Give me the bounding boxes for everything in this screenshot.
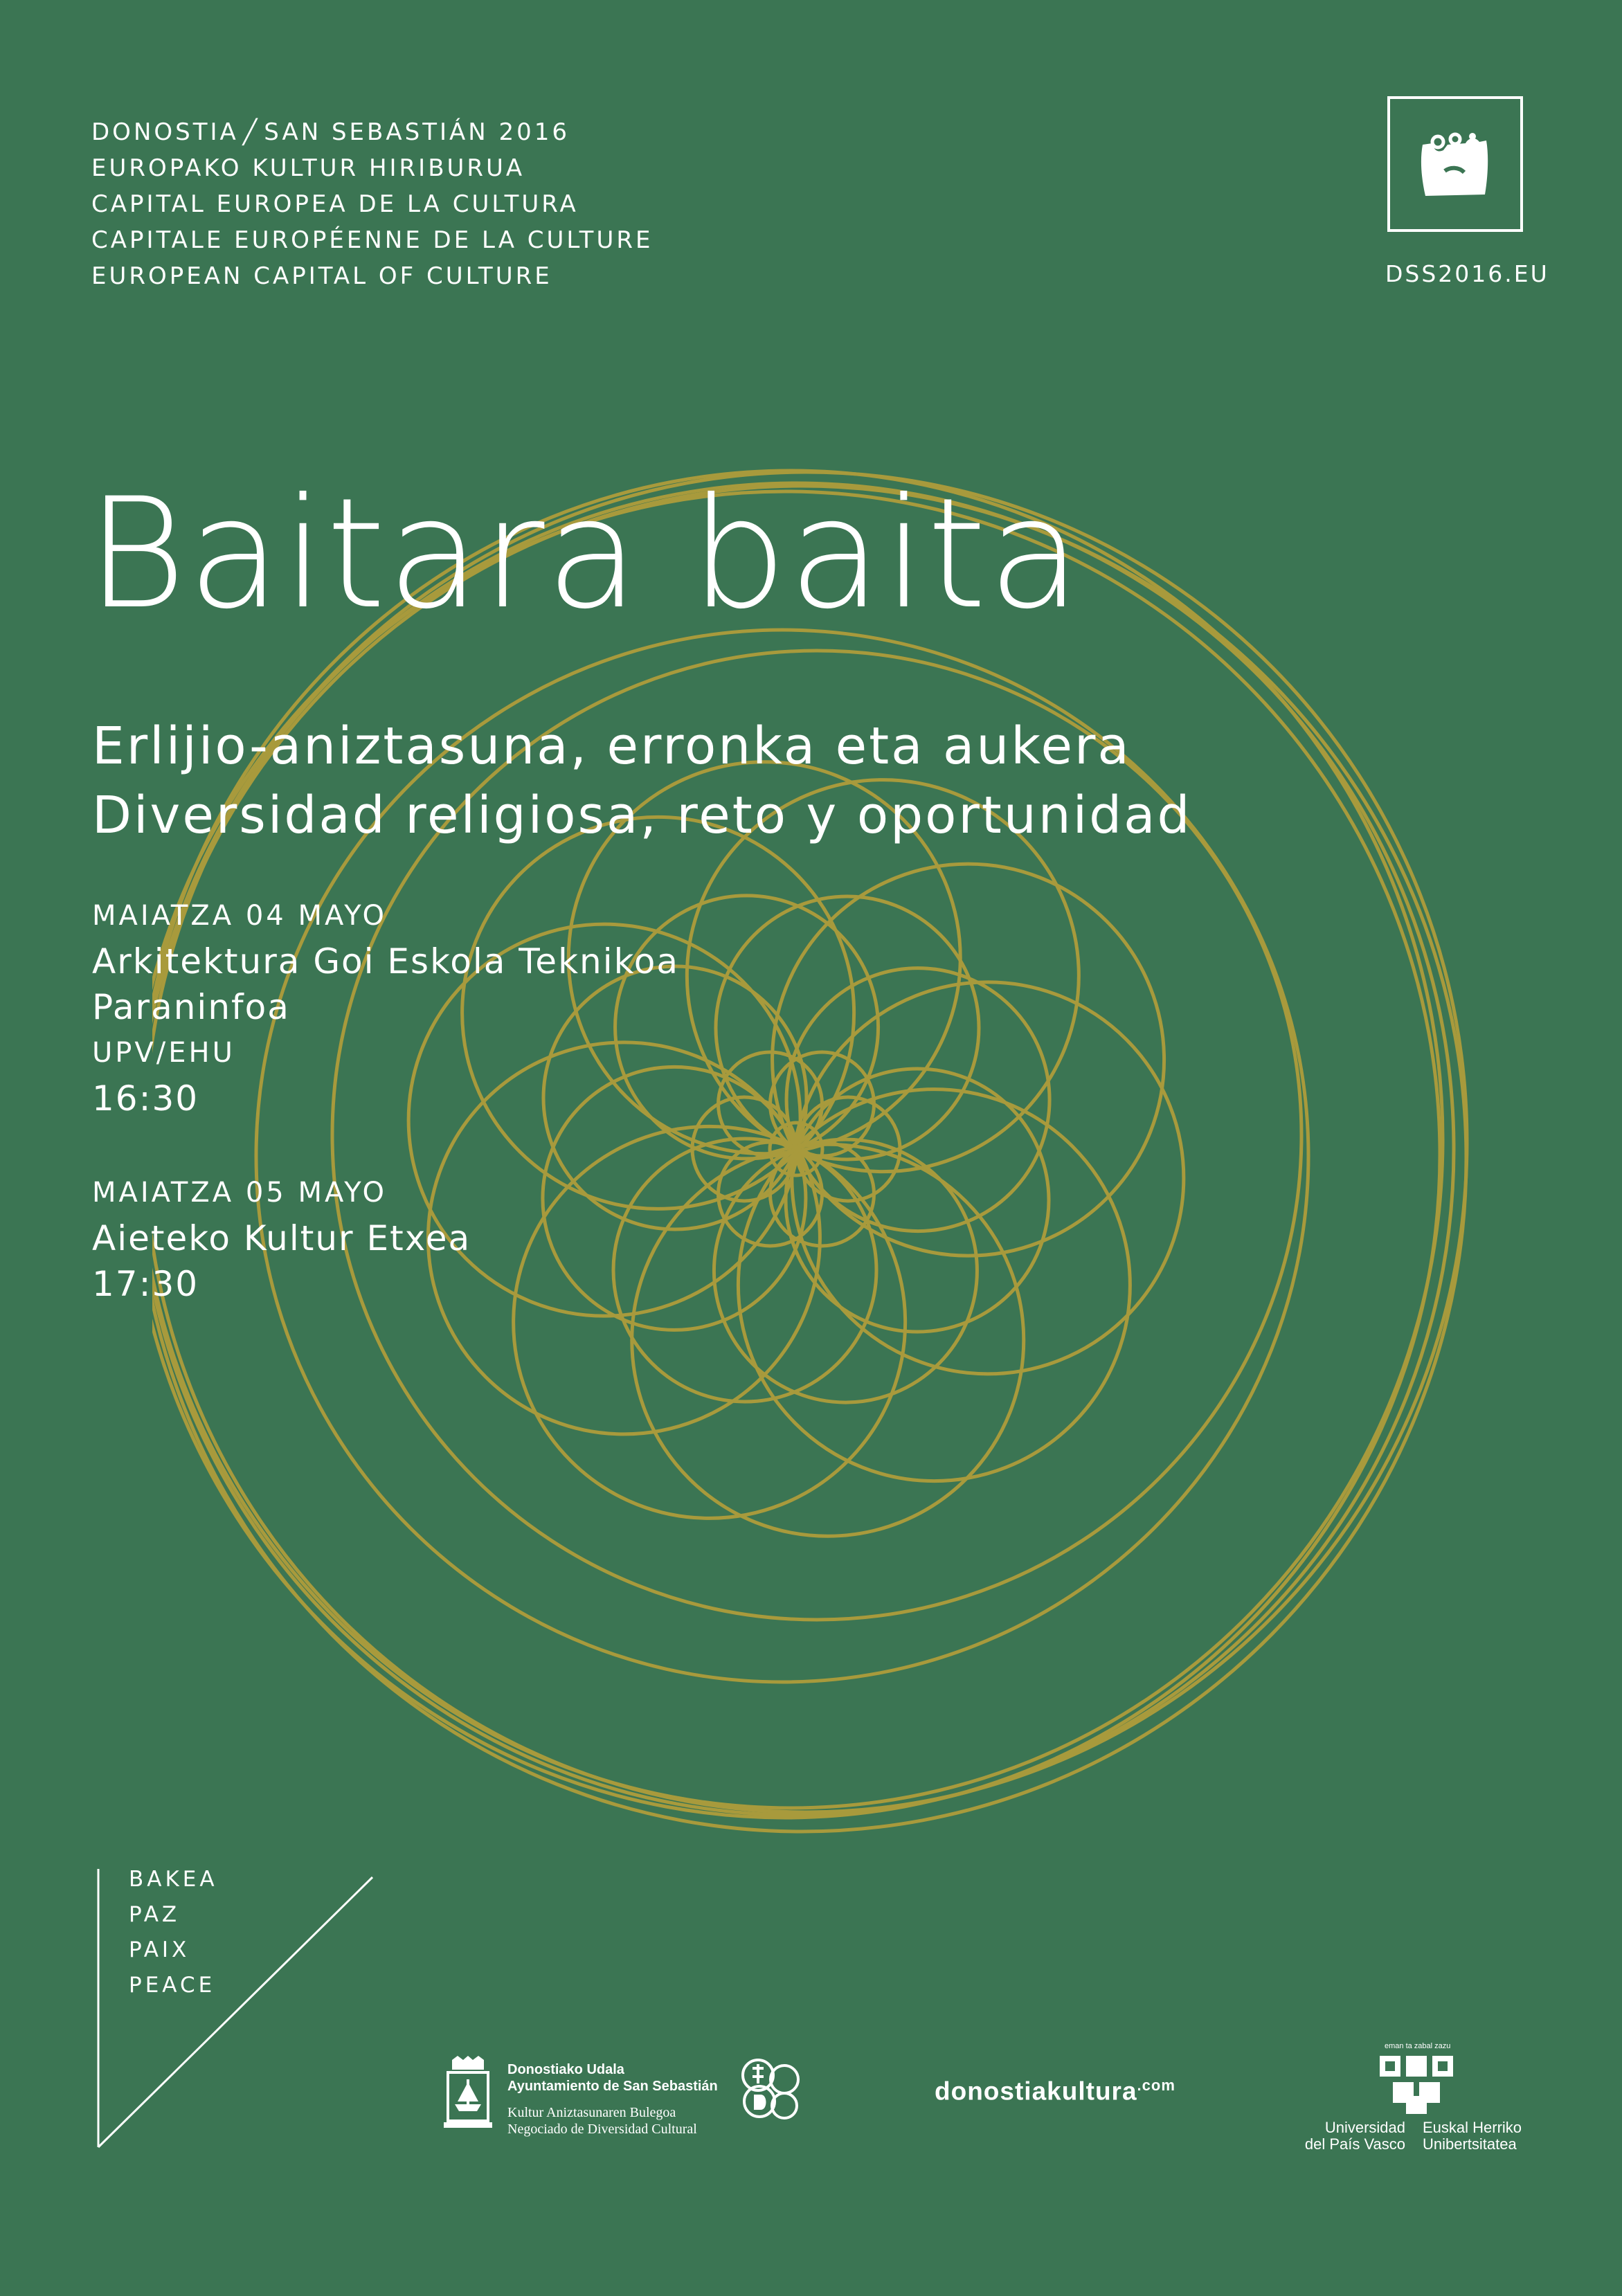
- upv-name-es: [1295, 2119, 1405, 2153]
- ayuntamiento-name-es: Ayuntamiento de San Sebastián: [507, 2079, 718, 2094]
- upv-name-eu-1: Euskal Herriko: [1423, 2119, 1522, 2136]
- event-venue: Arkitektura Goi Eskola Teknikoa: [92, 941, 680, 982]
- peace-word-en: PEACE: [129, 1973, 216, 1998]
- header-line-1: [91, 114, 653, 150]
- upv-motto: eman ta zabal zazu: [1385, 2042, 1451, 2050]
- donostiakultura-domain: .com: [1137, 2077, 1175, 2094]
- event-time: 16:30: [92, 1078, 199, 1119]
- upv-name-eu: [1423, 2119, 1540, 2153]
- rosette-inner-ring: [786, 968, 1049, 1231]
- city-crest-icon: [444, 2056, 492, 2128]
- header-city-eu: DONOSTIA: [91, 118, 239, 146]
- event-hall: Paraninfoa: [92, 987, 290, 1027]
- event-date: MAIATZA 04 MAYO: [92, 900, 387, 932]
- peace-words: [129, 1862, 218, 2003]
- event-day-2: [92, 1170, 471, 1307]
- donostiakultura-text: donostiakultura: [935, 2077, 1137, 2106]
- diversity-office-icon: [737, 2056, 804, 2122]
- header-line-4: CAPITALE EUROPÉENNE DE LA CULTURE: [91, 226, 654, 254]
- rosette-graphic: [152, 457, 1509, 1838]
- subtitle-es: Diversidad religiosa, reto y oportunidad: [92, 786, 1192, 845]
- event-day-1: [92, 893, 679, 1121]
- rosette-inner-ring: [716, 896, 979, 1159]
- dss-logo-icon: [1417, 129, 1493, 199]
- office-name-es: Negociado de Diversidad Cultural: [507, 2122, 697, 2137]
- header-block: [91, 114, 653, 294]
- office-name-eu: Kultur Aniztasunaren Bulegoa: [507, 2105, 676, 2120]
- peace-word-es: PAZ: [129, 1902, 181, 1927]
- peace-word-eu: BAKEA: [129, 1867, 218, 1892]
- upv-name-es-2: del País Vasco: [1304, 2135, 1405, 2153]
- event-date: MAIATZA 05 MAYO: [92, 1177, 387, 1209]
- upv-name-es-1: Universidad: [1324, 2119, 1405, 2136]
- ayuntamiento-text: [507, 2056, 718, 2137]
- header-line-3: CAPITAL EUROPEA DE LA CULTURA: [91, 190, 579, 218]
- site-url[interactable]: DSS2016.EU: [1385, 260, 1549, 287]
- rosette-inner-ring: [714, 1139, 977, 1402]
- subtitle-eu: Erlijio-aniztasuna, erronka eta aukera: [92, 716, 1131, 776]
- event-subtitle: [92, 712, 1191, 850]
- header-slash: ╱: [242, 118, 260, 146]
- header-line-2: EUROPAKO KULTUR HIRIBURUA: [91, 154, 525, 182]
- ayuntamiento-name-eu: Donostiako Udala: [507, 2062, 624, 2077]
- dss-logo: [1387, 96, 1523, 232]
- ayuntamiento-logo: [444, 2056, 804, 2137]
- rosette-inner-ring: [613, 1139, 876, 1402]
- header-line-5: EUROPEAN CAPITAL OF CULTURE: [91, 262, 552, 290]
- header-city-es: SAN SEBASTIÁN 2016: [264, 118, 570, 146]
- event-time: 17:30: [92, 1264, 199, 1304]
- peace-word-fr: PAIX: [129, 1937, 190, 1962]
- upv-emblem-icon: [1374, 2053, 1457, 2115]
- event-organizer: UPV/EHU: [92, 1037, 235, 1069]
- upv-name-eu-2: Unibertsitatea: [1423, 2135, 1517, 2153]
- rosette-inner-ring: [786, 1069, 1049, 1332]
- event-venue: Aieteko Kultur Etxea: [92, 1218, 471, 1258]
- donostiakultura-logo[interactable]: [935, 2077, 1175, 2106]
- event-title: Baitara baita: [87, 465, 1083, 642]
